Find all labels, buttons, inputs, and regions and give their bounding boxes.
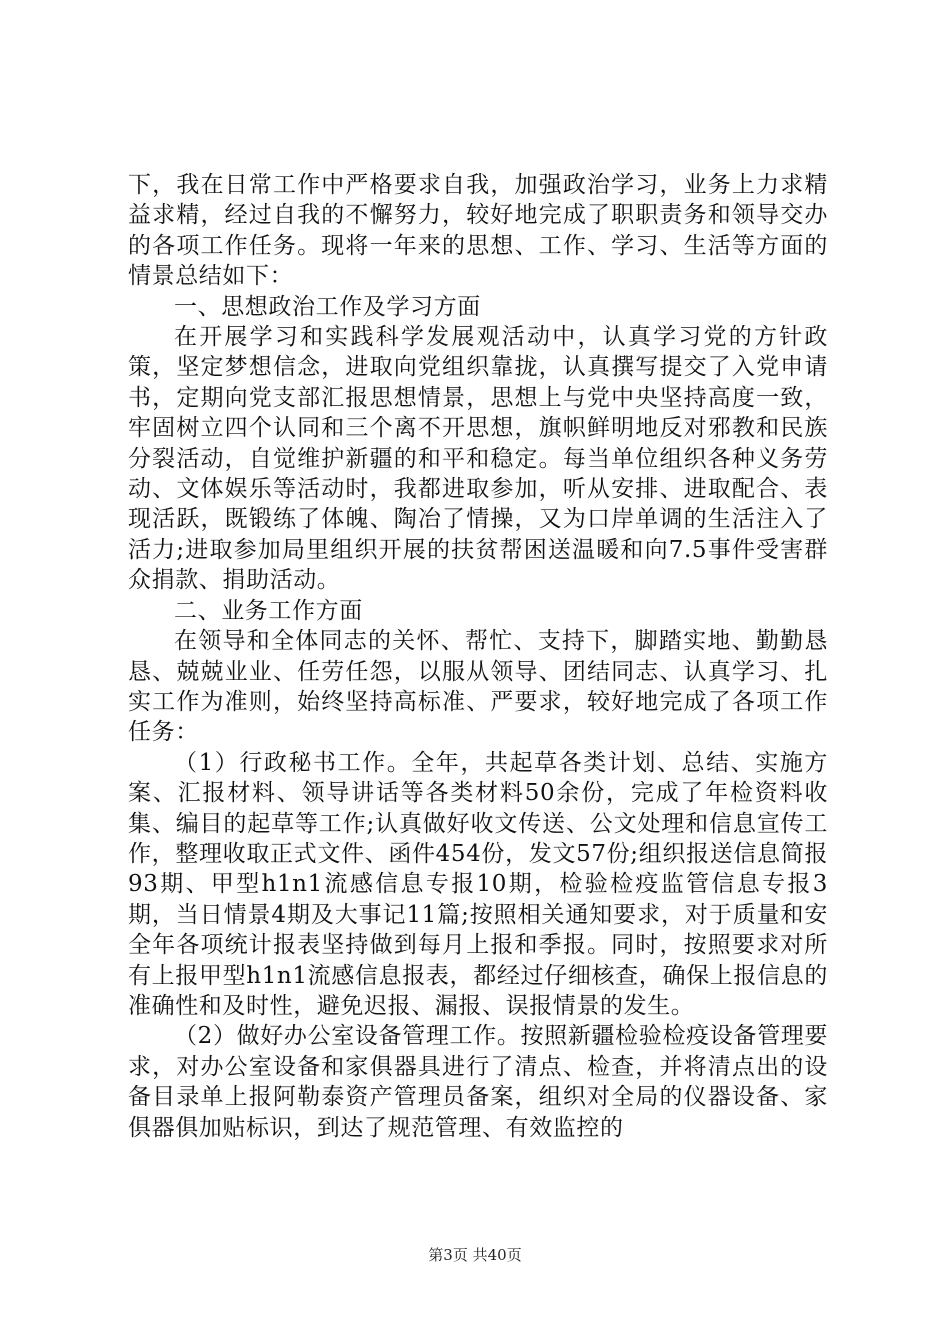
section-heading-ideology: 一、思想政治工作及学习方面 bbox=[174, 293, 481, 320]
body-paragraph-work: 在领导和全体同志的关怀、帮忙、支持下，脚踏实地、勤勤恳恳、兢兢业业、任劳任怨，以服从领导、团结同志、认真学习、扎实工作为准则，始终坚持高标准、严要求，较好地完成了各项工作任务： bbox=[128, 628, 828, 746]
list-item-secretary-work: （1）行政秘书工作。全年，共起草各类计划、总结、实施方案、汇报材料、领导讲话等各类材料50余份，完成了年检资料收集、编目的起草等工作;认真做好收文传送、公文处理和信息宣传工作，整理收取正式文件、函件454份，发文57份;组织报送信息简报93期、甲型h1n1流感信息专报10期，检验检疫监管信息专报3期，当日情景4期及大事记11篇;按照相关通知要求，对于质量和安全年各项统计报表坚持做到每月上报和季报。同时，按照要求对所有上报甲型h1n1流感信息报表，都经过仔细核查，确保上报信息的准确性和及时性，避免迟报、漏报、误报情景的发生。 bbox=[128, 749, 828, 1019]
body-paragraph-ideology: 在开展学习和实践科学发展观活动中，认真学习党的方针政策，坚定梦想信念，进取向党组织靠拢，认真撰写提交了入党申请书，定期向党支部汇报思想情景，思想上与党中央坚持高度一致，牢固树立四个认同和三个离不开思想，旗帜鲜明地反对邪教和民族分裂活动，自觉维护新疆的和平和稳定。每当单位组织各种义务劳动、文体娱乐等活动时，我都进取参加，听从安排、进取配合、表现活跃，既锻练了体魄、陶冶了情操，又为口岸单调的生活注入了活力;进取参加局里组织开展的扶贫帮困送温暖和向7.5事件受害群众捐款、捐助活动。 bbox=[128, 324, 828, 594]
document-body bbox=[128, 170, 828, 1143]
body-paragraph-intro: 下，我在日常工作中严格要求自我，加强政治学习，业务上力求精益求精，经过自我的不懈努力，较好地完成了职职责务和领导交办的各项工作任务。现将一年来的思想、工作、学习、生活等方面的情景总结如下： bbox=[128, 172, 828, 290]
list-item-equipment-management: （2）做好办公室设备管理工作。按照新疆检验检疫设备管理要求，对办公室设备和家俱器具进行了清点、检查，并将清点出的设备目录单上报阿勒泰资产管理员备案，组织对全局的仪器设备、家俱器俱加贴标识，到达了规范管理、有效监控的 bbox=[128, 1023, 828, 1141]
page-number-footer: 第3页 共40页 bbox=[428, 1246, 522, 1264]
section-heading-work: 二、业务工作方面 bbox=[174, 597, 363, 624]
